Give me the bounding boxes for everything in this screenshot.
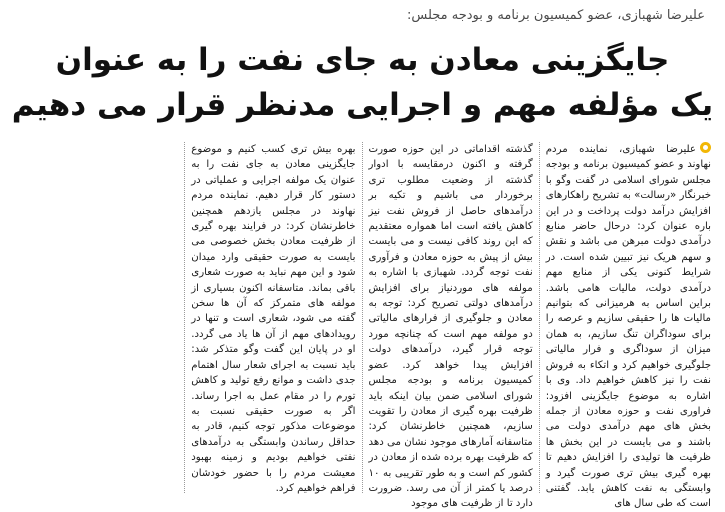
body-paragraph-2: گذشته اقداماتی در این حوزه صورت گرفته و اکنون درمقایسه با ادوار گذشته از وضعیت مطلوب تری برخوردار می باشیم و تکیه بر درآمدهای حاصل از فروش نفت نیز کاهش یافته است اما همواره معتقدیم که این روند کافی نیست و می بایست بیش از پیش به حوزه معادن و فرآوری نفت توجه گردد. شهبازی با اشاره به مولفه های موردنیاز برای افزایش درآمدهای دولتی تصریح کرد: توجه به معادن و جلوگیری از فرارهای مالیاتی دو مولفه مهم است که چنانچه مورد توجه قرار گیرد، درآمدهای دولت افزایش پیدا خواهد کرد. عضو کمیسیون برنامه و بودجه مجلس شورای اسلامی ضمن بیان اینکه باید ظرفیت بهره گیری از معادن را تقویت سازیم، همچنین خاطرنشان کرد: متاسفانه آمارهای موجود نشان می دهد که ظرفیت بهره برده شده از معادن در کشور کم است و به طور تقریبی به ۱۰ درصد یا کمتر از آن می رسد. ضرورت دارد تا از ظرفیت های موجود xyxy=(368,144,533,510)
body-column-2 xyxy=(363,142,540,510)
headline-line-2: یک مؤلفه مهم و اجرایی مدنظر قرار می دهیم xyxy=(11,87,714,123)
paragraph-marker-icon xyxy=(700,142,711,153)
body-column-3 xyxy=(185,142,362,493)
body-paragraph-3: بهره بیش تری کسب کنیم و موضوع جایگزینی معادن به جای نفت را به عنوان یک مولفه اجرایی و عملیاتی در دستور کار قرار دهیم. نماینده مردم نهاوند در مجلس یازدهم همچنین خاطرنشان کرد: در فرایند بهره گیری از ظرفیت معادن بخش خصوصی می بایست به صورت حقیقی وارد میدان شود و این مهم نباید به صورت شعاری باقی بماند. متاسفانه اکنون بسیاری از مولفه های متمرکز که آن ها سخن گفته می شود، شعاری است و تنها در رویدادهای مهم از آن ها یاد می گردد. او در پایان این گفت وگو متذکر شد: باید نسبت به اجرای شعار سال اهتمام جدی داشت و موانع رفع تولید و کاهش تورم را در مقام عمل به اجرا رساند. اگر به صورت حقیقی نسبت به موضوعات مذکور توجه کنیم، قادر به حداقل رساندن وابستگی به درآمدهای نفتی خواهیم بودیم و زمینه بهبود معیشت مردم را با حضور خودشان فراهم خواهیم کرد. xyxy=(191,144,356,494)
body-paragraph-1 xyxy=(546,142,711,512)
article-headline xyxy=(10,38,715,128)
body-column-4 xyxy=(8,142,185,493)
article-kicker: علیرضا شهبازی، عضو کمیسیون برنامه و بودجه مجلس: xyxy=(407,8,705,23)
article-body xyxy=(8,142,717,510)
body-column-1 xyxy=(540,142,717,510)
body-text-1: علیرضا شهبازی، نماینده مردم نهاوند و عضو کمیسیون برنامه و بودجه مجلس شورای اسلامی در گفت وگو با خبرنگار «رسالت» به تشریح راهکارهای افزایش درآمد دولت پرداخت و در این باره عنوان کرد: درحال حاضر منابع درآمدی دولت مبرهن می باشد و نقش و سهم هریک نیز تبیین شده است. در شرایط کنونی یکی از منابع مهم درآمدی دولت، مالیات هامی باشد. براین اساس به هرمیزانی که بتوانیم مالیات ها را حقیقی سازیم و عرصه را برای سوداگران تنگ سازیم، به همان میزان از سوداگری و فرار مالیاتی جلوگیری خواهیم کرد و اتکاء به فروش نفت را نیز کاهش خواهیم داد. وی با اشاره به موضوع جایگزینی افزود: فراوری نفت و حوزه معادن از جمله بخش های مهم درآمدی دولت می باشند و می بایست در این بخش ها ظرفیت ها تولیدی را افزایش دهیم تا بهره گیری بیش تری صورت گیرد و وابستگی به نفت کاهش یابد. گفتنی است که طی سال های xyxy=(545,144,711,510)
headline-line-1: جایگزینی معادن به جای نفت را به عنوان xyxy=(55,42,670,78)
